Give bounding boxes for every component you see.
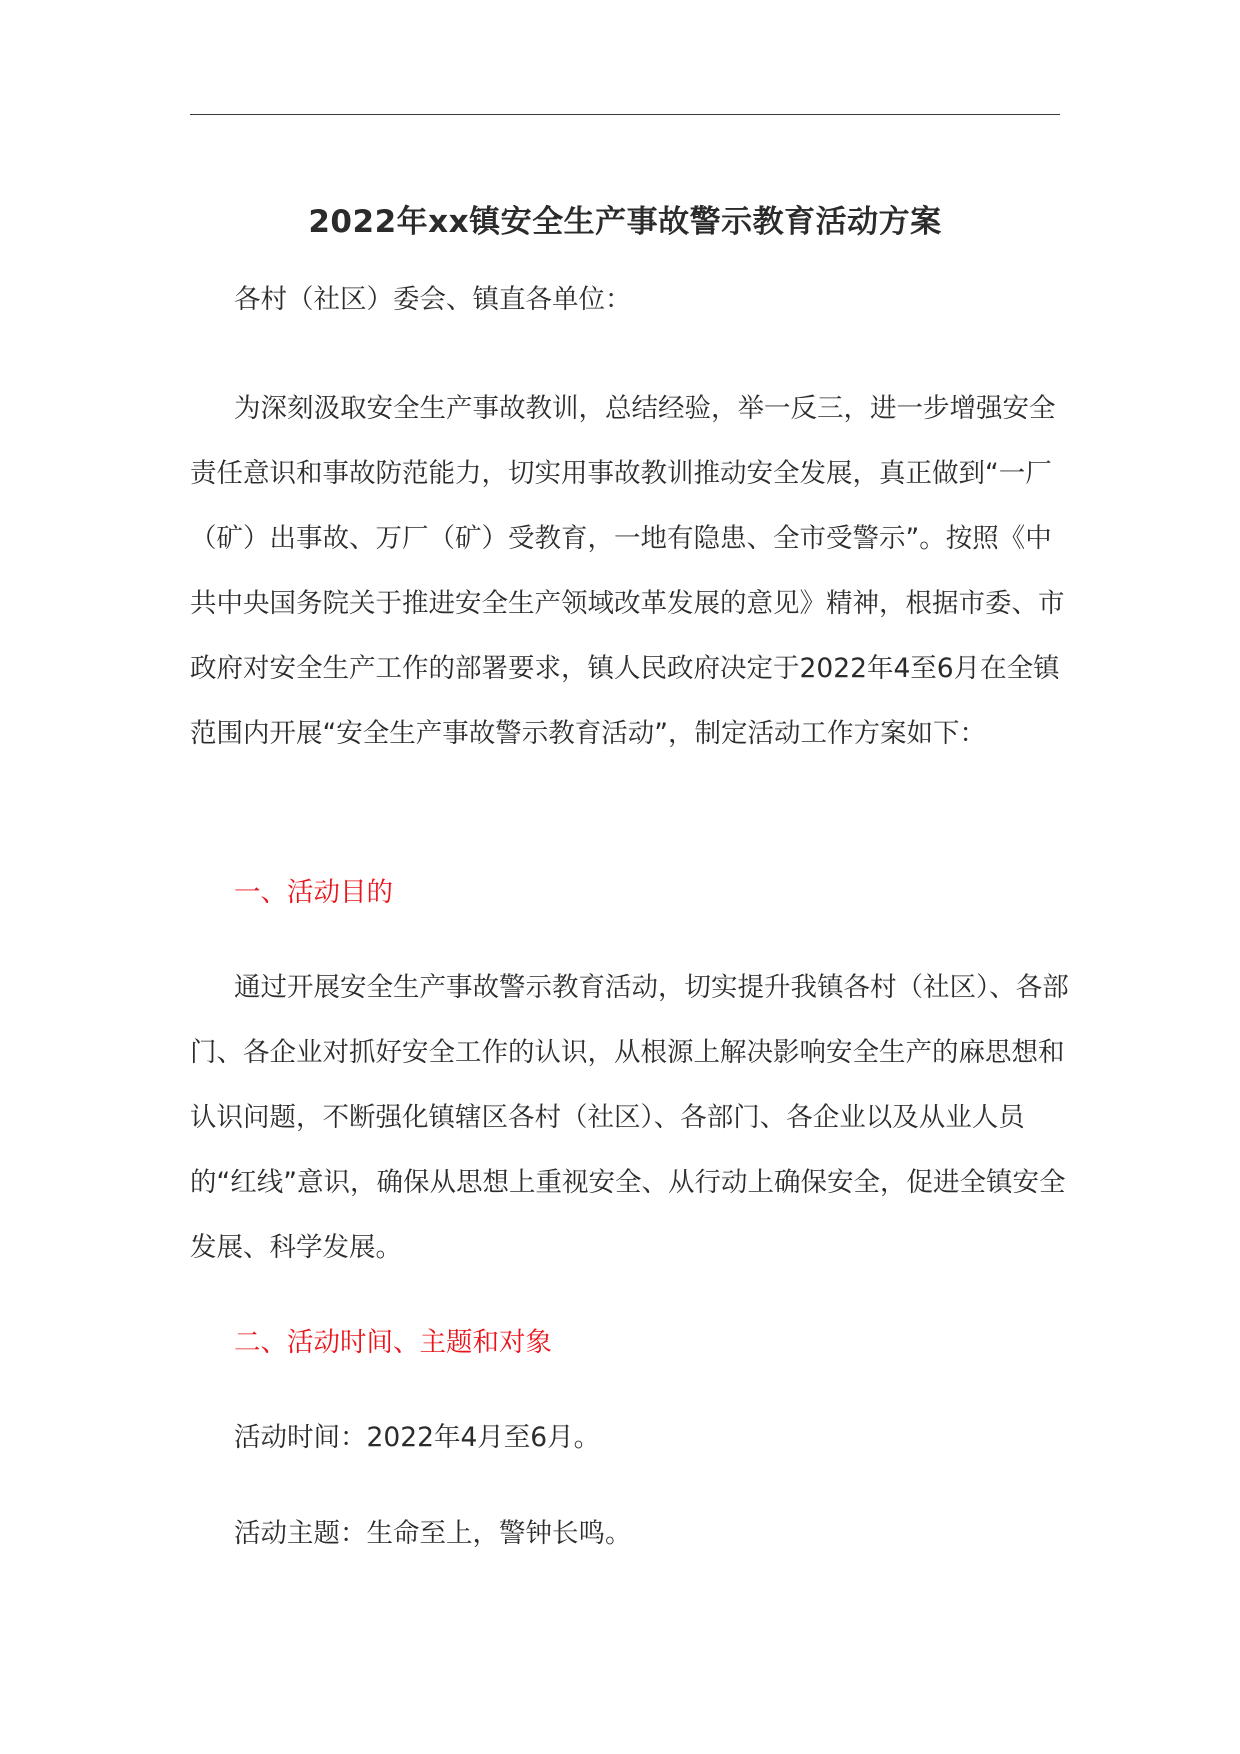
intro-paragraph: 为深刻汲取安全生产事故教训，总结经验，举一反三，进一步增强安全责任意识和事故防范能力，切实用事故教训推动安全发展，真正做到“一厂（矿）出事故、万厂（矿）受教育，一地有隐患、全市受警示”。按照《中共中央国务院关于推进安全生产领域改革发展的意见》精神，根据市委、市政府对安全生产工作的部署要求，镇人民政府决定于2022年4至6月在全镇范围内开展“安全生产事故警示教育活动”，制定活动工作方案如下： [190, 393, 1065, 749]
document-title: 2022年xx镇安全生产事故警示教育活动方案 [308, 204, 942, 240]
header-rule [190, 114, 1060, 115]
section-2-heading: 二、活动时间、主题和对象 [234, 1327, 552, 1358]
activity-time-line: 活动时间：2022年4月至6月。 [234, 1422, 601, 1453]
activity-theme-line: 活动主题：生命至上，警钟长鸣。 [234, 1518, 632, 1549]
salutation: 各村（社区）委会、镇直各单位： [234, 284, 632, 315]
section-1-heading: 一、活动目的 [234, 877, 393, 908]
section-1-paragraph: 通过开展安全生产事故警示教育活动，切实提升我镇各村（社区）、各部门、各企业对抓好安全工作的认识，从根源上解决影响安全生产的麻思想和认识问题，不断强化镇辖区各村（社区）、各部门、各企业以及从业人员的“红线”意识，确保从思想上重视安全、从行动上确保安全，促进全镇安全发展、科学发展。 [190, 972, 1069, 1263]
